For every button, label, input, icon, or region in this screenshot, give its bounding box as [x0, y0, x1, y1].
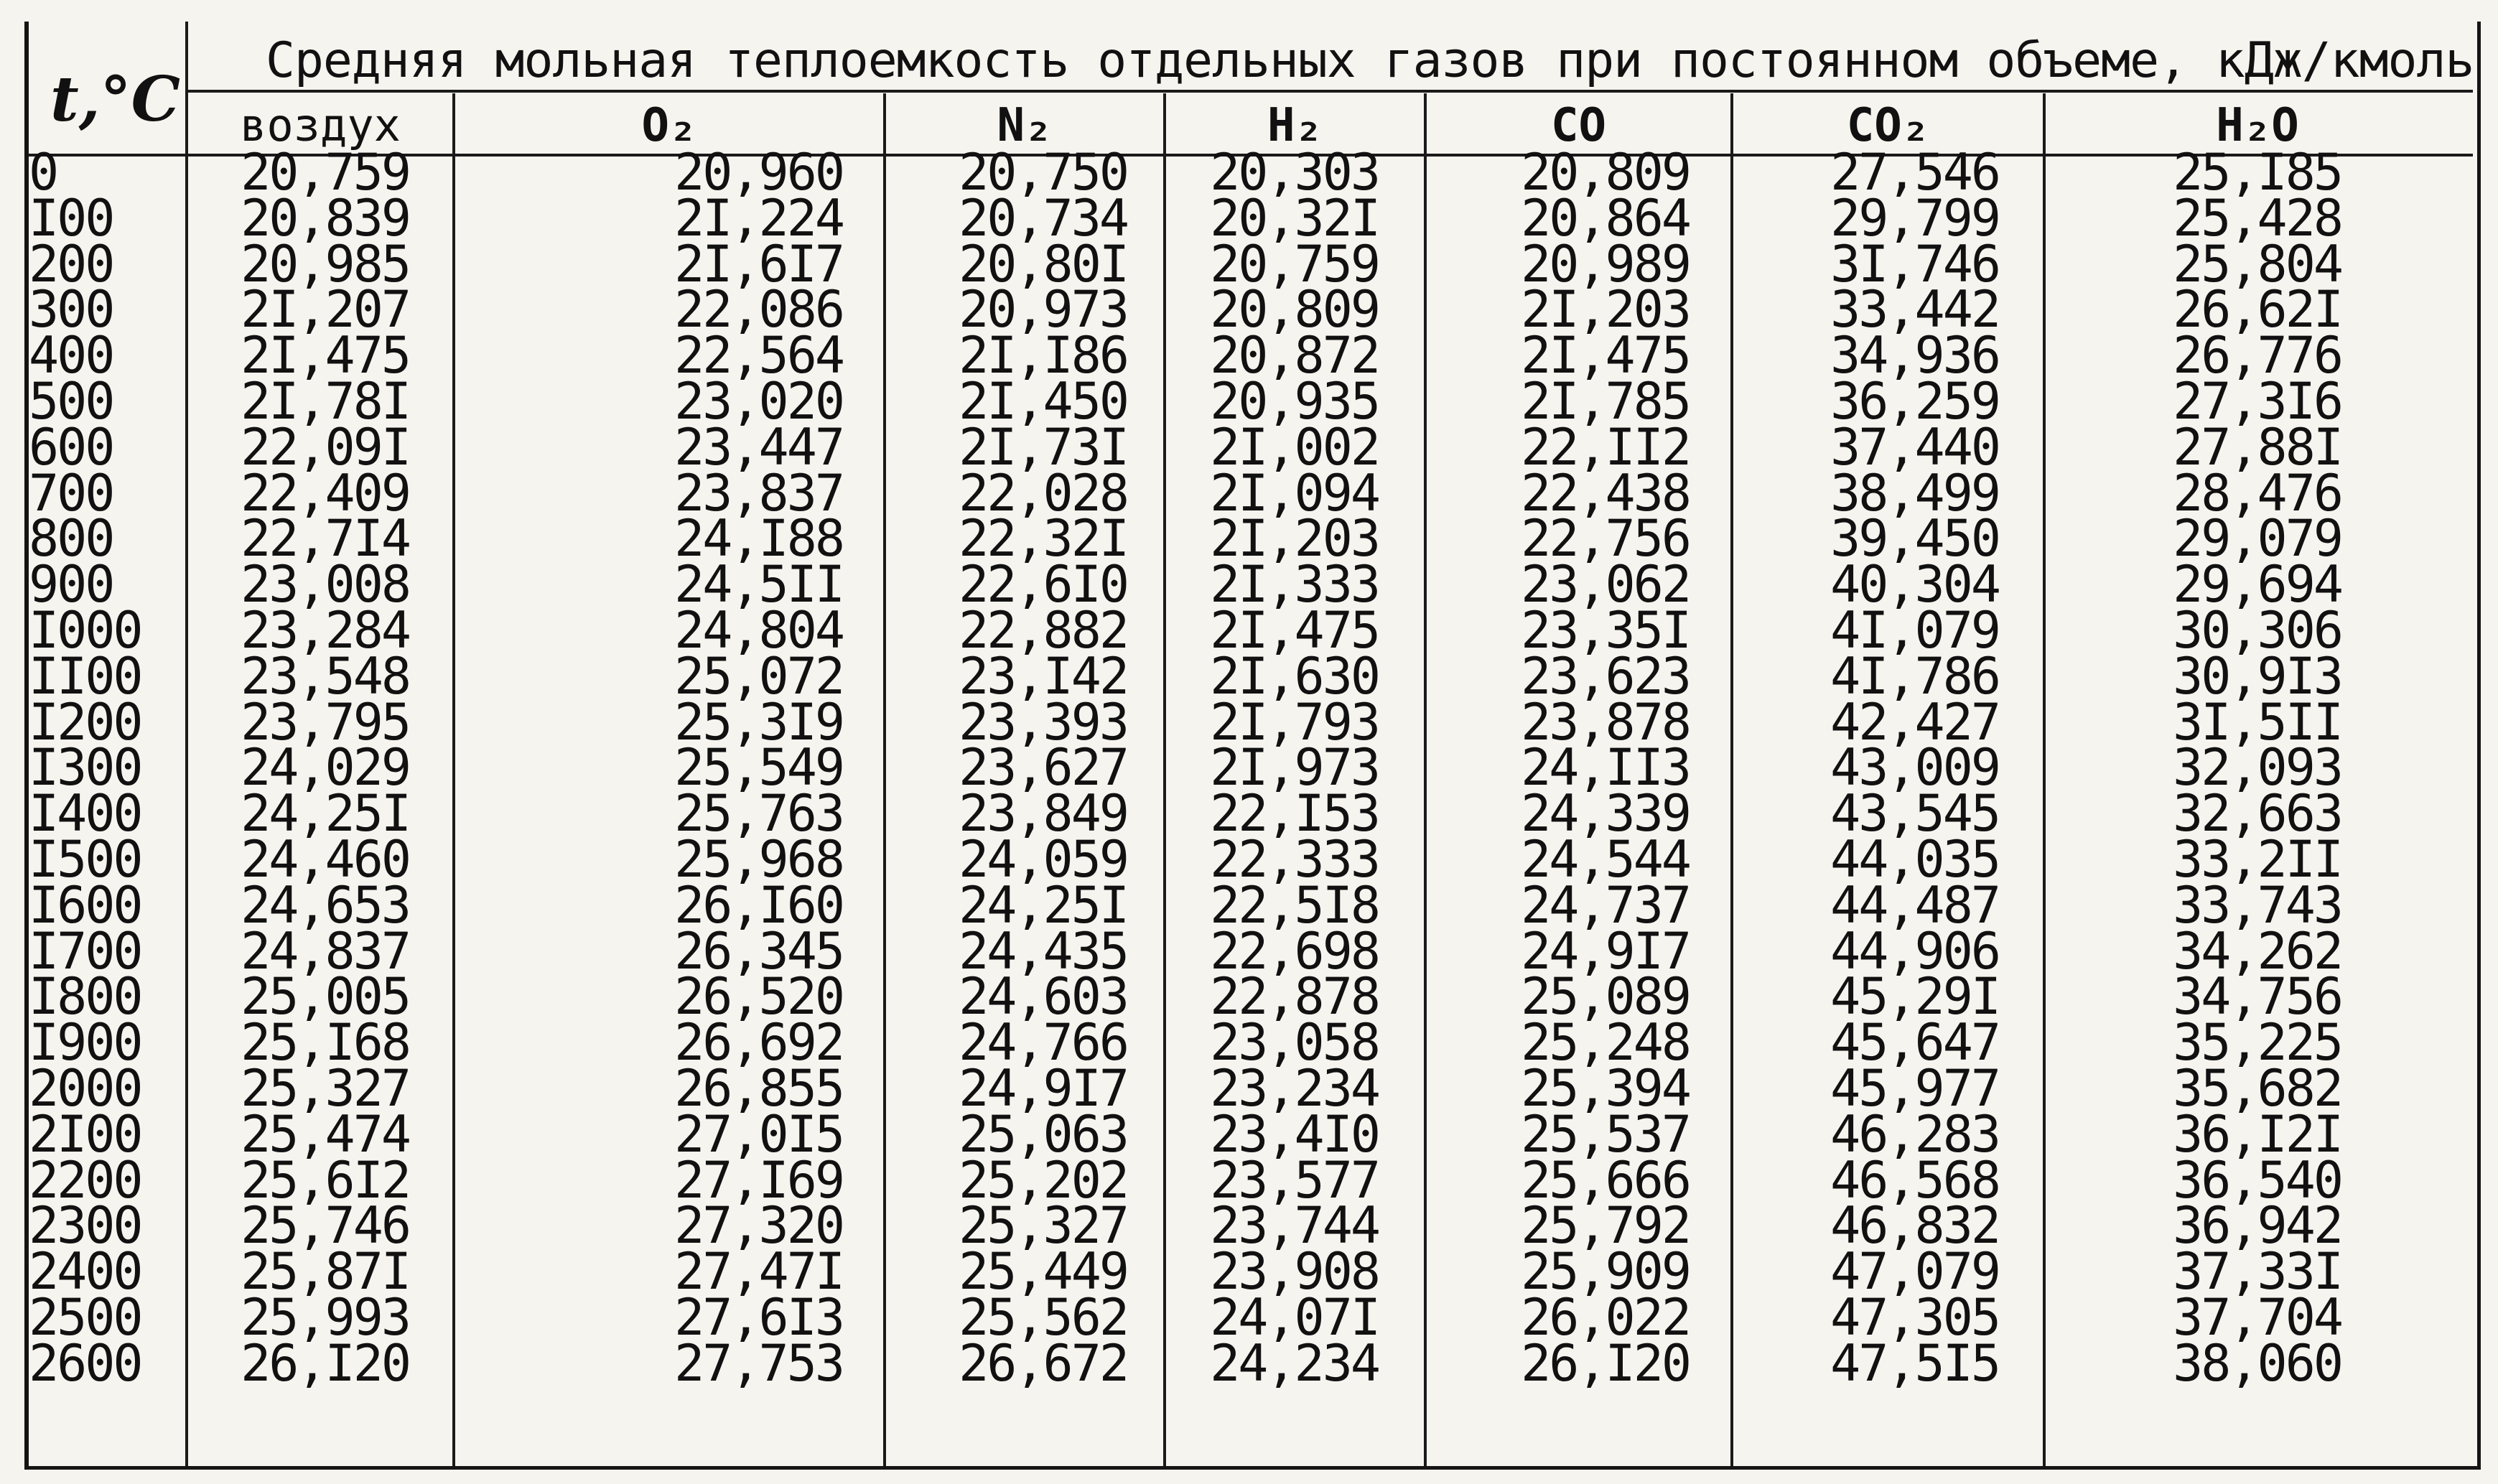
value-cell: 24,029	[241, 738, 409, 798]
value-cell: 26,I60	[674, 875, 843, 935]
value-cell: 22,II2	[1521, 417, 1690, 477]
value-cell: 2I,I86	[959, 326, 1127, 386]
value-cell: 27,753	[674, 1333, 843, 1393]
temperature-cell: 700	[29, 463, 113, 523]
value-cell: 23,577	[1210, 1150, 1379, 1210]
h2-values-column	[1166, 143, 1379, 1393]
temperature-cell: I600	[29, 875, 141, 935]
value-cell: 46,283	[1830, 1104, 1999, 1164]
value-cell: 27,0I5	[674, 1104, 843, 1164]
value-cell: 2I,73I	[959, 417, 1127, 477]
value-cell: 25,666	[1521, 1150, 1690, 1210]
temperature-cell: I700	[29, 921, 141, 981]
value-cell: 27,88I	[2173, 417, 2341, 477]
value-cell: 20,759	[241, 143, 409, 202]
value-cell: 22,878	[1210, 967, 1379, 1027]
value-cell: 45,29I	[1830, 967, 1999, 1027]
value-cell: 25,I85	[2173, 143, 2341, 202]
value-cell: 22,086	[674, 280, 843, 340]
value-cell: 20,872	[1210, 326, 1379, 386]
temperature-cell: I300	[29, 738, 141, 798]
value-cell: 23,I42	[959, 646, 1127, 706]
value-cell: 24,339	[1521, 784, 1690, 844]
value-cell: 33,442	[1830, 280, 1999, 340]
co-values-column	[1427, 143, 1690, 1393]
value-cell: 23,35I	[1521, 600, 1690, 660]
header-rule	[185, 90, 2473, 93]
value-cell: 3I,5II	[2173, 692, 2341, 752]
n2-values-column	[886, 143, 1127, 1393]
temperature-cell: 800	[29, 509, 113, 569]
value-cell: 27,320	[674, 1196, 843, 1256]
value-cell: 27,47I	[674, 1242, 843, 1302]
value-cell: 20,839	[241, 188, 409, 248]
value-cell: 23,795	[241, 692, 409, 752]
value-cell: 24,25I	[959, 875, 1127, 935]
value-cell: 24,9I7	[959, 1058, 1127, 1118]
temperature-cell: 500	[29, 371, 113, 431]
value-cell: 22,7I4	[241, 509, 409, 569]
value-cell: 22,028	[959, 463, 1127, 523]
value-cell: 23,062	[1521, 555, 1690, 615]
value-cell: 27,6I3	[674, 1287, 843, 1347]
value-cell: 25,394	[1521, 1058, 1690, 1118]
value-cell: 42,427	[1830, 692, 1999, 752]
value-cell: 44,035	[1830, 829, 1999, 889]
value-cell: 22,5I8	[1210, 875, 1379, 935]
temperature-cell: I900	[29, 1013, 141, 1073]
value-cell: 25,474	[241, 1104, 409, 1164]
value-cell: 24,07I	[1210, 1287, 1379, 1347]
value-cell: 24,653	[241, 875, 409, 935]
temperature-cell: I400	[29, 784, 141, 844]
value-cell: 2I,785	[1521, 371, 1690, 431]
value-cell: 25,804	[2173, 234, 2341, 294]
value-cell: 23,020	[674, 371, 843, 431]
column-header-air: воздух	[240, 99, 401, 151]
value-cell: 32,663	[2173, 784, 2341, 844]
value-cell: 20,303	[1210, 143, 1379, 202]
temperature-cell: 600	[29, 417, 113, 477]
value-cell: 2I,973	[1210, 738, 1379, 798]
value-cell: 25,968	[674, 829, 843, 889]
value-cell: 38,499	[1830, 463, 1999, 523]
value-cell: 36,540	[2173, 1150, 2341, 1210]
value-cell: 40,304	[1830, 555, 1999, 615]
value-cell: 24,5II	[674, 555, 843, 615]
value-cell: 25,202	[959, 1150, 1127, 1210]
value-cell: 32,093	[2173, 738, 2341, 798]
value-cell: 25,005	[241, 967, 409, 1027]
value-cell: 22,6I0	[959, 555, 1127, 615]
value-cell: 26,672	[959, 1333, 1127, 1393]
value-cell: 24,737	[1521, 875, 1690, 935]
value-cell: 35,682	[2173, 1058, 2341, 1118]
value-cell: 22,32I	[959, 509, 1127, 569]
value-cell: 23,058	[1210, 1013, 1379, 1073]
value-cell: 47,305	[1830, 1287, 1999, 1347]
value-cell: 23,008	[241, 555, 409, 615]
value-cell: 24,837	[241, 921, 409, 981]
value-cell: 44,487	[1830, 875, 1999, 935]
value-cell: 46,832	[1830, 1196, 1999, 1256]
value-cell: 23,849	[959, 784, 1127, 844]
value-cell: 36,259	[1830, 371, 1999, 431]
value-cell: 2I,6I7	[674, 234, 843, 294]
value-cell: 25,6I2	[241, 1150, 409, 1210]
value-cell: 29,694	[2173, 555, 2341, 615]
temperature-cell: 300	[29, 280, 113, 340]
value-cell: 24,25I	[241, 784, 409, 844]
value-cell: 22,882	[959, 600, 1127, 660]
value-cell: 2I,450	[959, 371, 1127, 431]
temperature-cell: I800	[29, 967, 141, 1027]
value-cell: 24,II3	[1521, 738, 1690, 798]
value-cell: 20,759	[1210, 234, 1379, 294]
value-cell: 25,87I	[241, 1242, 409, 1302]
value-cell: 2I,094	[1210, 463, 1379, 523]
value-cell: 20,989	[1521, 234, 1690, 294]
value-cell: 25,449	[959, 1242, 1127, 1302]
value-cell: 22,698	[1210, 921, 1379, 981]
temperature-cell: 2600	[29, 1333, 141, 1393]
temperature-cell: 200	[29, 234, 113, 294]
value-cell: 45,977	[1830, 1058, 1999, 1118]
temperature-header: t,°C	[50, 63, 181, 136]
value-cell: 25,562	[959, 1287, 1127, 1347]
temperature-cell: II00	[29, 646, 141, 706]
temperature-cell: 0	[29, 143, 57, 202]
value-cell: 25,792	[1521, 1196, 1690, 1256]
value-cell: 34,936	[1830, 326, 1999, 386]
column-header-co: CO	[1550, 99, 1607, 152]
value-cell: 22,09I	[241, 417, 409, 477]
value-cell: 20,32I	[1210, 188, 1379, 248]
temperature-cell: 2300	[29, 1196, 141, 1256]
column-header-co2: CO₂	[1846, 99, 1930, 152]
value-cell: 44,906	[1830, 921, 1999, 981]
value-cell: 3I,746	[1830, 234, 1999, 294]
value-cell: 2I,203	[1210, 509, 1379, 569]
value-cell: 2I,333	[1210, 555, 1379, 615]
temperature-cell: I000	[29, 600, 141, 660]
value-cell: 25,248	[1521, 1013, 1690, 1073]
value-cell: 23,284	[241, 600, 409, 660]
value-cell: 2I,793	[1210, 692, 1379, 752]
value-cell: 46,568	[1830, 1150, 1999, 1210]
value-cell: 26,345	[674, 921, 843, 981]
value-cell: 25,063	[959, 1104, 1127, 1164]
value-cell: 26,I20	[1521, 1333, 1690, 1393]
value-cell: 25,3I9	[674, 692, 843, 752]
value-cell: 27,I69	[674, 1150, 843, 1210]
h2o-values-column	[2046, 143, 2341, 1393]
value-cell: 45,647	[1830, 1013, 1999, 1073]
temperature-cell: 900	[29, 555, 113, 615]
value-cell: 26,520	[674, 967, 843, 1027]
temperature-cell: 2500	[29, 1287, 141, 1347]
value-cell: 20,809	[1521, 143, 1690, 202]
value-cell: 22,756	[1521, 509, 1690, 569]
value-cell: 2I,630	[1210, 646, 1379, 706]
value-cell: 26,I20	[241, 1333, 409, 1393]
value-cell: 43,545	[1830, 784, 1999, 844]
value-cell: 34,262	[2173, 921, 2341, 981]
temperature-column	[29, 143, 194, 1393]
value-cell: 47,079	[1830, 1242, 1999, 1302]
table-caption: Средняя мольная теплоемкость отдельных газов при постоянном объеме, кДж/кмоль	[266, 32, 2474, 89]
temperature-cell: 2200	[29, 1150, 141, 1210]
temperature-cell: I200	[29, 692, 141, 752]
temperature-cell: 2000	[29, 1058, 141, 1118]
value-cell: 20,973	[959, 280, 1127, 340]
temperature-cell: 2400	[29, 1242, 141, 1302]
value-cell: 4I,786	[1830, 646, 1999, 706]
value-cell: 2I,224	[674, 188, 843, 248]
value-cell: 23,837	[674, 463, 843, 523]
value-cell: 39,450	[1830, 509, 1999, 569]
value-cell: 26,855	[674, 1058, 843, 1118]
value-cell: 25,549	[674, 738, 843, 798]
value-cell: 24,804	[674, 600, 843, 660]
value-cell: 29,079	[2173, 509, 2341, 569]
value-cell: 23,623	[1521, 646, 1690, 706]
value-cell: 23,393	[959, 692, 1127, 752]
value-cell: 25,089	[1521, 967, 1690, 1027]
value-cell: 20,960	[674, 143, 843, 202]
value-cell: 20,864	[1521, 188, 1690, 248]
value-cell: 24,460	[241, 829, 409, 889]
value-cell: 4I,079	[1830, 600, 1999, 660]
temperature-cell: I00	[29, 188, 113, 248]
value-cell: 23,548	[241, 646, 409, 706]
value-cell: 20,80I	[959, 234, 1127, 294]
value-cell: 30,9I3	[2173, 646, 2341, 706]
value-cell: 25,327	[959, 1196, 1127, 1256]
value-cell: 34,756	[2173, 967, 2341, 1027]
value-cell: 37,704	[2173, 1287, 2341, 1347]
value-cell: 26,776	[2173, 326, 2341, 386]
value-cell: 25,537	[1521, 1104, 1690, 1164]
value-cell: 2I,475	[241, 326, 409, 386]
value-cell: 20,750	[959, 143, 1127, 202]
value-cell: 24,059	[959, 829, 1127, 889]
value-cell: 24,I88	[674, 509, 843, 569]
value-cell: 24,435	[959, 921, 1127, 981]
value-cell: 36,I2I	[2173, 1104, 2341, 1164]
value-cell: 26,62I	[2173, 280, 2341, 340]
value-cell: 37,33I	[2173, 1242, 2341, 1302]
air-values-column	[188, 143, 409, 1393]
o2-values-column	[455, 143, 843, 1393]
value-cell: 25,428	[2173, 188, 2341, 248]
value-cell: 38,060	[2173, 1333, 2341, 1393]
column-header-n2: N₂	[997, 99, 1053, 152]
value-cell: 24,9I7	[1521, 921, 1690, 981]
value-cell: 35,225	[2173, 1013, 2341, 1073]
value-cell: 2I,203	[1521, 280, 1690, 340]
value-cell: 23,627	[959, 738, 1127, 798]
value-cell: 22,438	[1521, 463, 1690, 523]
co2-values-column	[1733, 143, 1999, 1393]
value-cell: 20,985	[241, 234, 409, 294]
column-header-h2: H₂	[1267, 99, 1323, 152]
value-cell: 30,306	[2173, 600, 2341, 660]
value-cell: 22,I53	[1210, 784, 1379, 844]
value-cell: 22,564	[674, 326, 843, 386]
column-header-h2o: H₂O	[2216, 99, 2299, 152]
temperature-cell: 2I00	[29, 1104, 141, 1164]
value-cell: 23,447	[674, 417, 843, 477]
value-cell: 33,2II	[2173, 829, 2341, 889]
value-cell: 24,603	[959, 967, 1127, 1027]
value-cell: 24,544	[1521, 829, 1690, 889]
value-cell: 2I,475	[1521, 326, 1690, 386]
value-cell: 28,476	[2173, 463, 2341, 523]
temperature-cell: 400	[29, 326, 113, 386]
value-cell: 25,993	[241, 1287, 409, 1347]
value-cell: 25,763	[674, 784, 843, 844]
value-cell: 25,327	[241, 1058, 409, 1118]
value-cell: 2I,002	[1210, 417, 1379, 477]
value-cell: 22,409	[241, 463, 409, 523]
value-cell: 43,009	[1830, 738, 1999, 798]
value-cell: 20,734	[959, 188, 1127, 248]
value-cell: 2I,207	[241, 280, 409, 340]
value-cell: 33,743	[2173, 875, 2341, 935]
value-cell: 27,3I6	[2173, 371, 2341, 431]
value-cell: 25,746	[241, 1196, 409, 1256]
value-cell: 29,799	[1830, 188, 1999, 248]
value-cell: 23,234	[1210, 1058, 1379, 1118]
value-cell: 23,908	[1210, 1242, 1379, 1302]
value-cell: 20,809	[1210, 280, 1379, 340]
value-cell: 25,I68	[241, 1013, 409, 1073]
value-cell: 2I,475	[1210, 600, 1379, 660]
value-cell: 24,234	[1210, 1333, 1379, 1393]
value-cell: 25,909	[1521, 1242, 1690, 1302]
value-cell: 23,878	[1521, 692, 1690, 752]
temperature-cell: I500	[29, 829, 141, 889]
value-cell: 26,692	[674, 1013, 843, 1073]
value-cell: 2I,78I	[241, 371, 409, 431]
value-cell: 23,4I0	[1210, 1104, 1379, 1164]
value-cell: 23,744	[1210, 1196, 1379, 1256]
value-cell: 25,072	[674, 646, 843, 706]
column-header-o2: O₂	[641, 99, 697, 152]
value-cell: 26,022	[1521, 1287, 1690, 1347]
value-cell: 47,5I5	[1830, 1333, 1999, 1393]
value-cell: 27,546	[1830, 143, 1999, 202]
value-cell: 20,935	[1210, 371, 1379, 431]
value-cell: 36,942	[2173, 1196, 2341, 1256]
value-cell: 24,766	[959, 1013, 1127, 1073]
value-cell: 37,440	[1830, 417, 1999, 477]
value-cell: 22,333	[1210, 829, 1379, 889]
